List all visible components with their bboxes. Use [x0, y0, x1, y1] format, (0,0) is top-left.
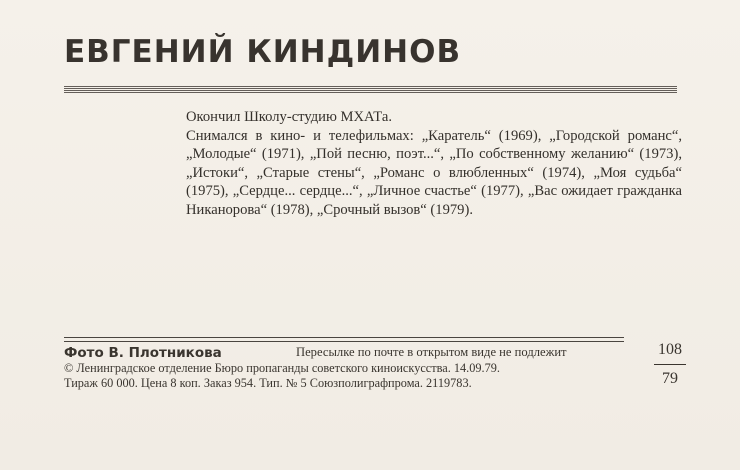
card-number-top: 108: [658, 341, 682, 358]
footer-divider: [64, 337, 624, 342]
title-divider: [64, 86, 677, 93]
biography-text: [186, 108, 682, 220]
card-number-bottom: 79: [662, 370, 678, 387]
publisher-line: © Ленинградское отделение Бюро пропаганды советского киноискусства. 14.09.79.: [64, 361, 500, 375]
actor-name-title: ЕВГЕНИЙ КИНДИНОВ: [64, 34, 462, 70]
education-line: Окончил Школу-студию МХАТа.: [186, 109, 392, 125]
mail-notice: Пересылке по почте в открытом виде не подлежит: [296, 345, 567, 359]
filmography-paragraph: Снимался в кино- и телефильмах: „Каратель“ (1969), „Городской романс“, „Молодые“ (1971), „Пой песню, поэт...“, „По собственному желанию“ (1973), „Истоки“, „Старые стены“, „Романс о влюбленных“ (1974), „Моя судьба“ (1975), „Сердце... сердце...“, „Личное счастье“ (1977), „Вас ожидает гражданка Никанорова“ (1978), „Срочный вызов“ (1979).: [186, 127, 682, 218]
photo-credit: Фото В. Плотникова: [64, 345, 222, 361]
print-run-line: Тираж 60 000. Цена 8 коп. Заказ 954. Тип. № 5 Союзполиграфпрома. 2119783.: [64, 376, 472, 390]
fraction-bar: [654, 364, 686, 365]
card-number-fraction: [650, 340, 690, 389]
